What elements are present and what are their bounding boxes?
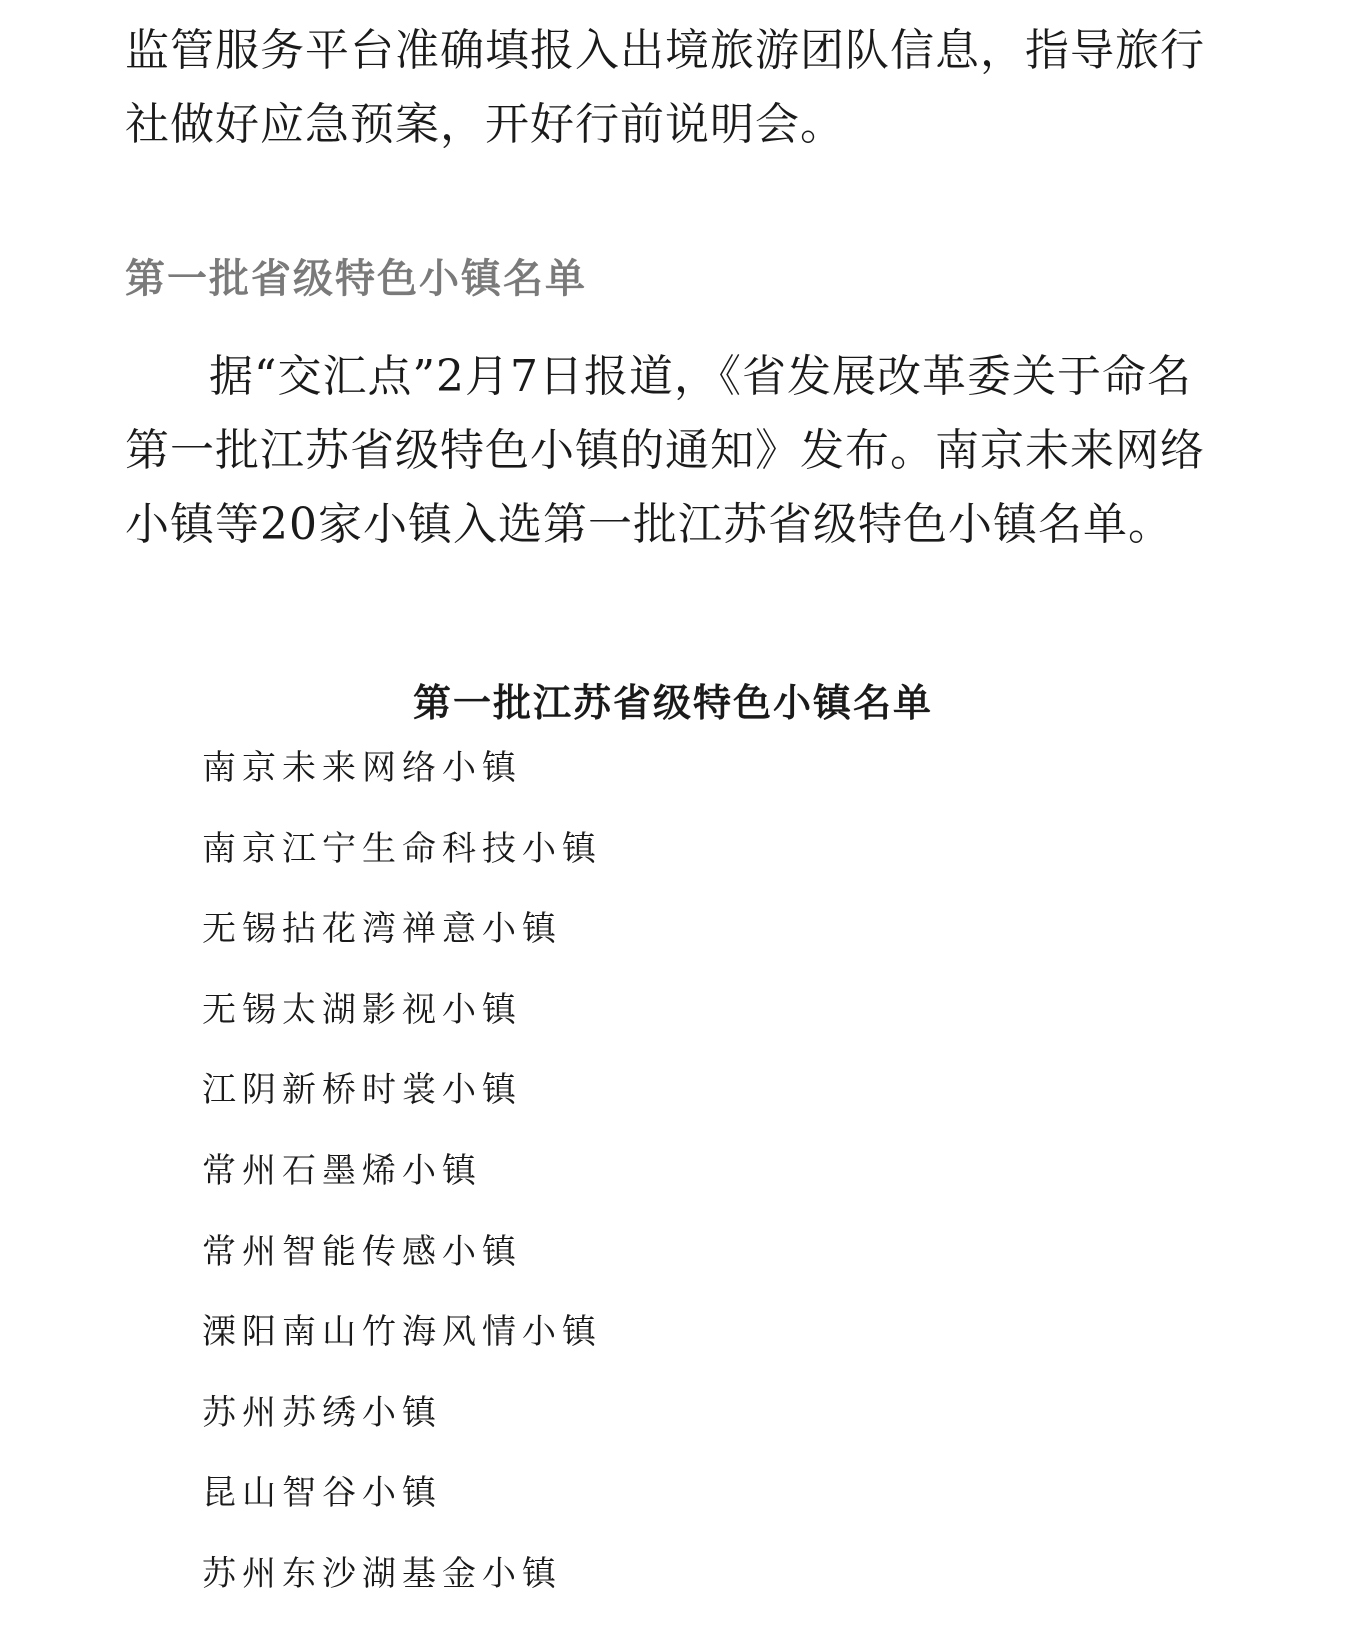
section-heading: 第一批省级特色小镇名单 (125, 256, 587, 302)
list-item: 昆山智谷小镇 (202, 1473, 442, 1514)
list-item: 南京江宁生命科技小镇 (202, 828, 602, 869)
list-item: 苏州东沙湖基金小镇 (202, 1553, 562, 1594)
list-item: 南京未来网络小镇 (202, 748, 522, 788)
list-title: 第一批江苏省级特色小镇名单 (412, 681, 933, 725)
town-list (202, 748, 602, 1635)
main-paragraph: 据“交汇点”2月7日报道，《省发展改革委关于命名 第一批江苏省级特色小镇的通知》发布。南京未来网络 小镇等20家小镇入选第一批江苏省级特色小镇名单。 (125, 351, 1205, 550)
list-item: 苏州苏绣小镇 (202, 1392, 442, 1433)
list-item: 无锡太湖影视小镇 (202, 989, 522, 1030)
list-item: 溧阳南山竹海风情小镇 (202, 1312, 602, 1353)
intro-paragraph: 监管服务平台准确填报入出境旅游团队信息，指导旅行 社做好应急预案，开好行前说明会。 (125, 25, 1205, 150)
list-item: 常州石墨烯小镇 (202, 1150, 482, 1191)
list-item: 常州智能传感小镇 (202, 1231, 522, 1272)
list-item: 无锡拈花湾禅意小镇 (202, 909, 562, 950)
list-item: 江阴新桥时裳小镇 (202, 1070, 522, 1111)
